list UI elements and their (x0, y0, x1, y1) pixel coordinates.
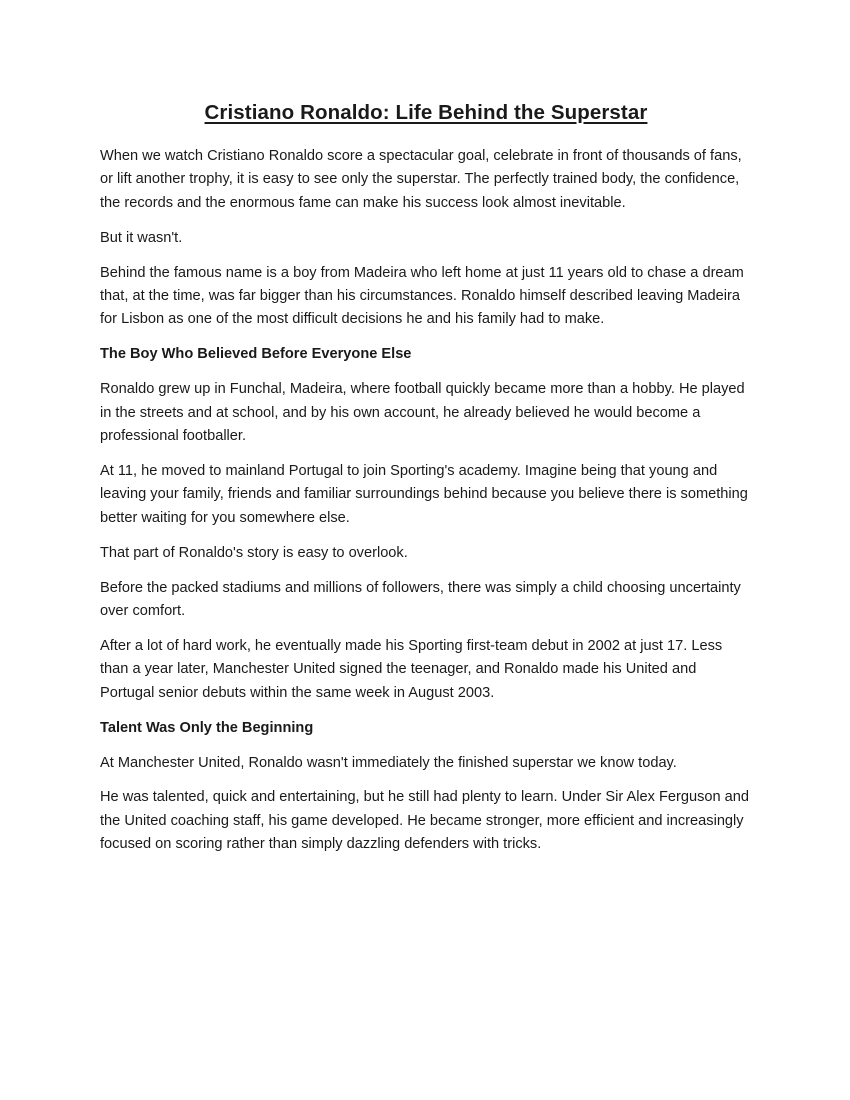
section-heading-boy-who-believed: The Boy Who Believed Before Everyone Else (100, 346, 412, 363)
paragraph-but-it-wasnt: But it wasn't. (100, 229, 183, 246)
paragraph-debuts: After a lot of hard work, he eventually made his Sporting first-team debut in 2002 at just 17. Less than a year later, Manchester United signed the teenager, and Ronaldo made his United and Portugal senior debuts within the same week in August 2003. (100, 637, 723, 701)
paragraph-easy-to-overlook: That part of Ronaldo's story is easy to overlook. (100, 544, 408, 561)
section-heading-talent-beginning: Talent Was Only the Beginning (100, 719, 314, 736)
paragraph-ferguson: He was talented, quick and entertaining, but he still had plenty to learn. Under Sir Alex Ferguson and the United coaching staff, his game developed. He became stronger, more efficient and increasingly focused on scoring rather than simply dazzling defenders with tricks. (100, 789, 750, 853)
paragraph-sporting-academy: At 11, he moved to mainland Portugal to join Sporting's academy. Imagine being that young and leaving your family, friends and familiar surroundings behind because you believe there is something better waiting for you somewhere else. (100, 462, 748, 526)
paragraph-intro: When we watch Cristiano Ronaldo score a spectacular goal, celebrate in front of thousands of fans, or lift another trophy, it is easy to see only the superstar. The perfectly trained body, the confidence, the records and the enormous fame can make his success look almost inevitable. (100, 148, 742, 211)
paragraph-funchal: Ronaldo grew up in Funchal, Madeira, where football quickly became more than a hobby. He played in the streets and at school, and by his own account, he already believed he would become a professional footballer. (100, 381, 745, 445)
paragraph-madeira-boy: Behind the famous name is a boy from Madeira who left home at just 11 years old to chase a dream that, at the time, was far bigger than his circumstances. Ronaldo himself described leaving Madeira for Lisbon as one of the most difficult decisions he and his family had to make. (100, 264, 744, 328)
document-title: Cristiano Ronaldo: Life Behind the Superstar (204, 101, 648, 124)
document-body (100, 98, 752, 868)
paragraph-manchester-united: At Manchester United, Ronaldo wasn't immediately the finished superstar we know today. (100, 754, 677, 771)
paragraph-child-choosing: Before the packed stadiums and millions of followers, there was simply a child choosing uncertainty over comfort. (100, 579, 741, 619)
